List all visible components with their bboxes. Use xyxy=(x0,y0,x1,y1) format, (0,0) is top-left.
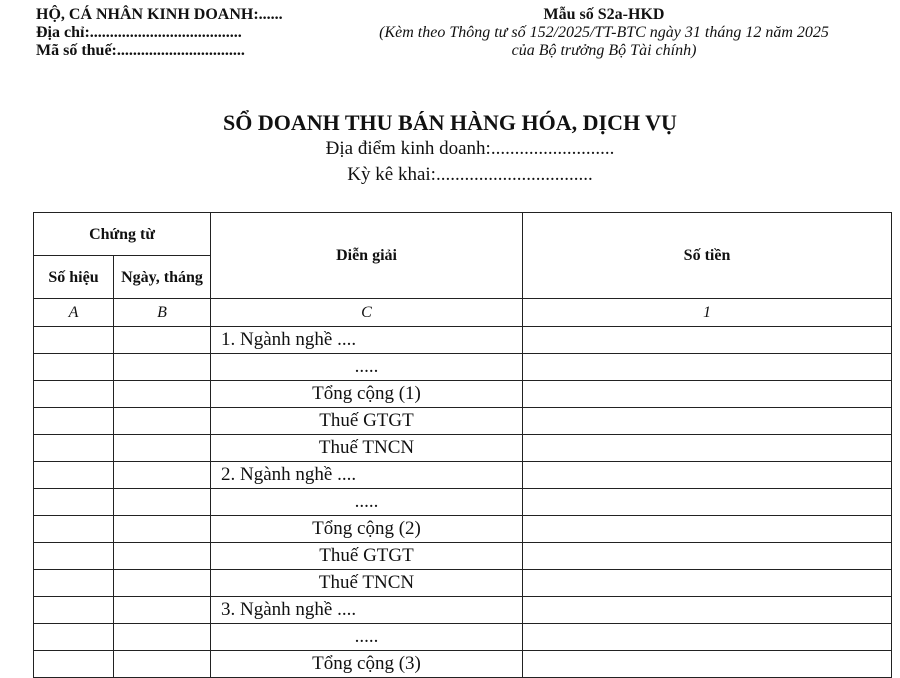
amount-header: Số tiền xyxy=(523,213,892,299)
amount-cell xyxy=(523,624,892,651)
voucher-date-cell xyxy=(114,327,211,354)
description-cell: Thuế GTGT xyxy=(211,543,523,570)
description-cell: ..... xyxy=(211,489,523,516)
voucher-number-cell xyxy=(34,435,114,462)
declaration-period: Kỳ kê khai:................................. xyxy=(347,164,593,185)
voucher-number-cell xyxy=(34,462,114,489)
amount-cell xyxy=(523,570,892,597)
voucher-number-header: Số hiệu xyxy=(34,256,114,299)
voucher-number-cell xyxy=(34,651,114,678)
form-number: Mẫu số S2a-HKD xyxy=(543,6,665,23)
tax-code-line: Mã số thuế:................................ xyxy=(36,42,245,59)
table-row xyxy=(34,543,892,570)
amount-cell xyxy=(523,462,892,489)
voucher-number-cell xyxy=(34,570,114,597)
description-cell: Tổng cộng (1) xyxy=(211,381,523,408)
amount-cell xyxy=(523,408,892,435)
description-cell: Tổng cộng (2) xyxy=(211,516,523,543)
index-cell: B xyxy=(114,299,211,327)
description-cell: 3. Ngành nghề .... xyxy=(211,597,523,624)
voucher-date-cell xyxy=(114,489,211,516)
amount-cell xyxy=(523,354,892,381)
table-row xyxy=(34,354,892,381)
voucher-number-cell xyxy=(34,327,114,354)
description-cell: 1. Ngành nghề .... xyxy=(211,327,523,354)
voucher-group-header: Chứng từ xyxy=(34,213,211,256)
voucher-number-cell xyxy=(34,516,114,543)
amount-cell xyxy=(523,597,892,624)
index-cell: A xyxy=(34,299,114,327)
amount-cell xyxy=(523,327,892,354)
form-info xyxy=(324,6,884,60)
amount-cell xyxy=(523,543,892,570)
description-cell: ..... xyxy=(211,624,523,651)
table-row xyxy=(34,462,892,489)
form-note-line2: của Bộ trưởng Bộ Tài chính) xyxy=(511,42,697,59)
description-header: Diễn giải xyxy=(211,213,523,299)
voucher-number-cell xyxy=(34,381,114,408)
voucher-date-cell xyxy=(114,570,211,597)
voucher-number-cell xyxy=(34,354,114,381)
index-cell: 1 xyxy=(523,299,892,327)
revenue-ledger-table xyxy=(33,212,892,678)
voucher-date-header: Ngày, tháng xyxy=(114,256,211,299)
description-cell: Thuế GTGT xyxy=(211,408,523,435)
amount-cell xyxy=(523,651,892,678)
voucher-date-cell xyxy=(114,381,211,408)
table-row xyxy=(34,516,892,543)
description-cell: Thuế TNCN xyxy=(211,435,523,462)
voucher-date-cell xyxy=(114,516,211,543)
voucher-number-cell xyxy=(34,408,114,435)
table-row xyxy=(34,435,892,462)
voucher-date-cell xyxy=(114,651,211,678)
description-cell: ..... xyxy=(211,354,523,381)
voucher-date-cell xyxy=(114,408,211,435)
voucher-number-cell xyxy=(34,624,114,651)
table-row xyxy=(34,651,892,678)
amount-cell xyxy=(523,516,892,543)
voucher-date-cell xyxy=(114,624,211,651)
table-row xyxy=(34,327,892,354)
table-row xyxy=(34,489,892,516)
voucher-number-cell xyxy=(34,597,114,624)
description-cell: Thuế TNCN xyxy=(211,570,523,597)
table-row xyxy=(34,624,892,651)
address-line: Địa chỉ:...................................... xyxy=(36,24,242,41)
voucher-date-cell xyxy=(114,462,211,489)
amount-cell xyxy=(523,381,892,408)
description-cell: 2. Ngành nghề .... xyxy=(211,462,523,489)
amount-cell xyxy=(523,435,892,462)
table-row xyxy=(34,408,892,435)
column-index-row xyxy=(34,299,892,327)
description-cell: Tổng cộng (3) xyxy=(211,651,523,678)
form-note-line1: (Kèm theo Thông tư số 152/2025/TT-BTC ngày 31 tháng 12 năm 2025 xyxy=(379,24,829,41)
voucher-number-cell xyxy=(34,543,114,570)
voucher-date-cell xyxy=(114,543,211,570)
business-location: Địa điểm kinh doanh:.......................... xyxy=(325,138,615,159)
amount-cell xyxy=(523,489,892,516)
table-row xyxy=(34,570,892,597)
document-title: SỔ DOANH THU BÁN HÀNG HÓA, DỊCH VỤ xyxy=(223,110,677,135)
voucher-date-cell xyxy=(114,435,211,462)
voucher-date-cell xyxy=(114,354,211,381)
business-name: HỘ, CÁ NHÂN KINH DOANH:...... xyxy=(36,6,283,23)
voucher-date-cell xyxy=(114,597,211,624)
table-row xyxy=(34,597,892,624)
business-info xyxy=(36,6,283,60)
index-cell: C xyxy=(211,299,523,327)
voucher-number-cell xyxy=(34,489,114,516)
table-row xyxy=(34,381,892,408)
